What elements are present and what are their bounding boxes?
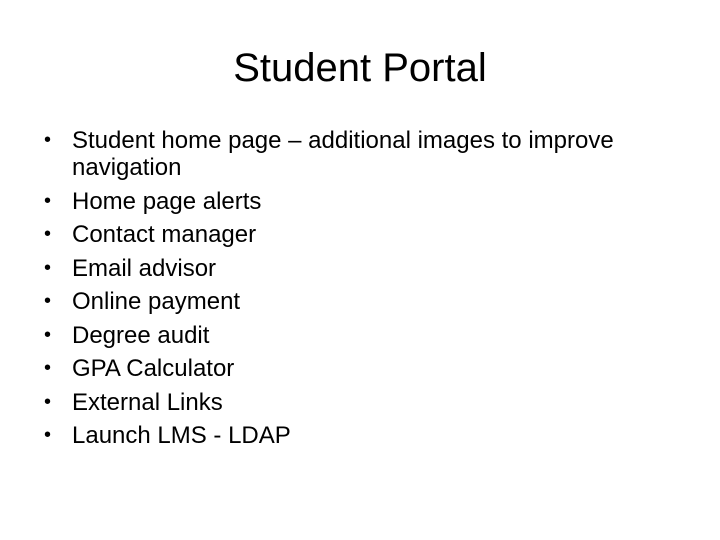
bullet-icon: • (44, 390, 52, 413)
bullet-text: External Links (72, 388, 223, 416)
bullet-text: Contact manager (72, 221, 257, 248)
bullet-item (44, 355, 684, 382)
bullet-icon: • (44, 424, 52, 446)
bullet-item (44, 127, 684, 181)
bullet-icon: • (44, 129, 52, 151)
bullet-text: Student home page – additional images to improve navigation (72, 127, 614, 181)
bullet-text: Degree audit (72, 321, 210, 349)
bullet-text: GPA Calculator (72, 355, 235, 382)
slide-title: Student Portal (233, 46, 487, 90)
bullet-icon: • (44, 223, 52, 245)
bullet-item (44, 288, 684, 315)
bullet-text: Launch LMS - LDAP (72, 422, 291, 449)
bullet-icon: • (44, 256, 52, 279)
bullet-text: Email advisor (72, 254, 217, 282)
bullet-icon: • (44, 323, 52, 346)
bullet-list (44, 127, 684, 456)
bullet-item (44, 322, 684, 349)
bullet-item (44, 389, 684, 416)
bullet-icon: • (44, 189, 52, 212)
bullet-icon: • (44, 290, 52, 312)
bullet-icon: • (44, 357, 52, 379)
bullet-item (44, 188, 684, 215)
bullet-text: Home page alerts (72, 187, 262, 215)
bullet-item (44, 255, 684, 282)
bullet-text: Online payment (72, 288, 241, 315)
bullet-item (44, 422, 684, 449)
bullet-item (44, 221, 684, 248)
